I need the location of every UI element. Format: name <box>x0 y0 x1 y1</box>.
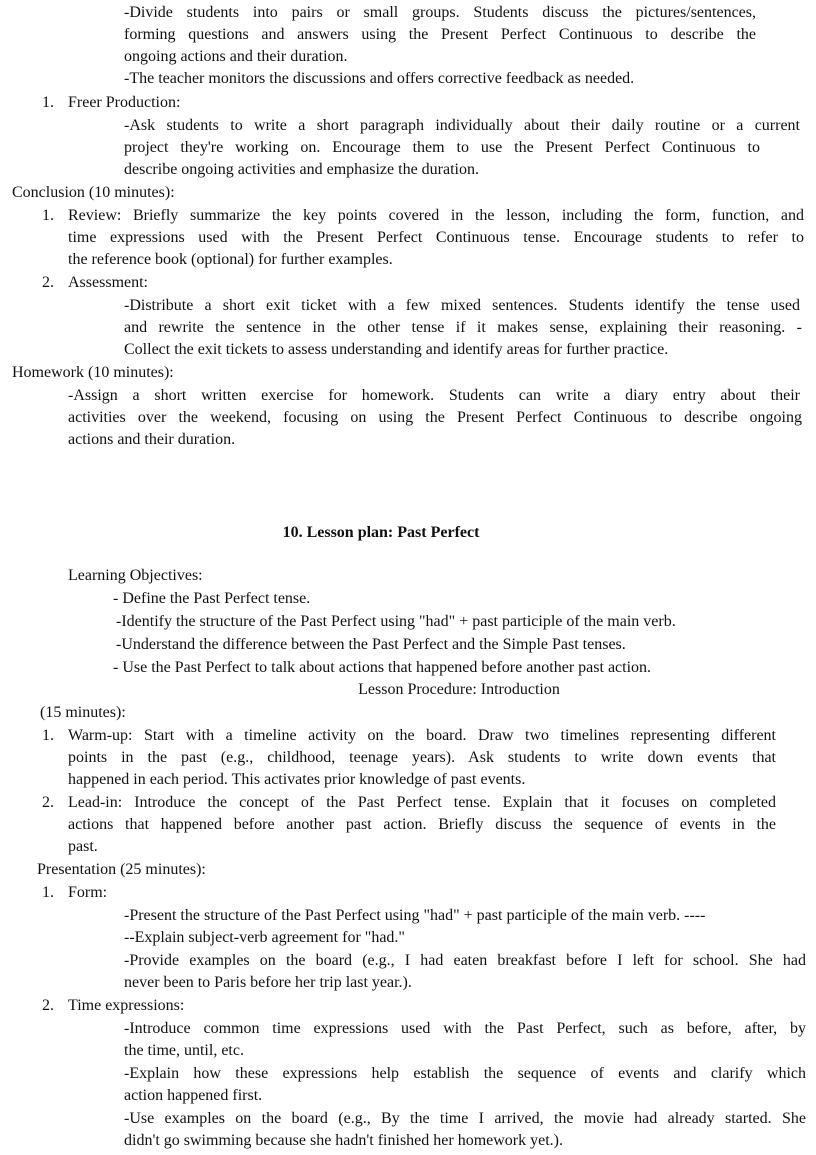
text-line: Collect the exit tickets to assess understanding and identify areas for further practice. <box>124 341 669 358</box>
text-line: project they're working on. Encourage them to use the Present Perfect Continuous to <box>124 139 760 156</box>
text-line: -Divide students into pairs or small groups. Students discuss the pictures/sentences, <box>124 4 756 21</box>
text-line: happened in each period. This activates prior knowledge of past events. <box>68 771 526 788</box>
list-number: 1. <box>42 94 54 111</box>
text-line: -Ask students to write a short paragraph individually about their daily routine or a current <box>124 117 800 134</box>
text-line: -Introduce common time expressions used with the Past Perfect, such as before, after, by <box>124 1020 806 1037</box>
text-line: Warm-up: Start with a timeline activity on the board. Draw two timelines representing different <box>68 727 776 744</box>
text-line: -Provide examples on the board (e.g., I had eaten breakfast before I left for school. She had <box>124 952 806 969</box>
text-line: the time, until, etc. <box>124 1042 244 1059</box>
list-number: 1. <box>42 207 54 224</box>
text-line: Lead-in: Introduce the concept of the Past Perfect tense. Explain that it focuses on completed <box>68 794 776 811</box>
objective-item: -Identify the structure of the Past Perfect using "had" + past participle of the main verb. <box>116 613 676 630</box>
list-item-title: Form: <box>68 884 108 901</box>
list-item-title: Freer Production: <box>68 94 181 111</box>
text-line: --Explain subject-verb agreement for "had." <box>124 929 405 946</box>
list-number: 1. <box>42 727 54 744</box>
text-line: -Use examples on the board (e.g., By the time I arrived, the movie had already started. She <box>124 1110 806 1127</box>
objective-item: - Define the Past Perfect tense. <box>113 590 311 607</box>
text-line: -The teacher monitors the discussions and offers corrective feedback as needed. <box>124 70 635 87</box>
text-line: forming questions and answers using the Present Perfect Continuous to describe the <box>124 26 756 43</box>
text-line: ongoing actions and their duration. <box>124 48 348 65</box>
list-item-title: Assessment: <box>68 274 148 291</box>
text-line: and rewrite the sentence in the other tense if it makes sense, explaining their reasoning. - <box>124 319 802 336</box>
lesson-title: 10. Lesson plan: Past Perfect <box>282 524 480 541</box>
list-number: 2. <box>42 997 54 1014</box>
list-item-title: Time expressions: <box>68 997 185 1014</box>
text-line: actions that happened before another past action. Briefly discuss the sequence of events in the <box>68 816 776 833</box>
text-line: Review: Briefly summarize the key points covered in the lesson, including the form, function, and <box>68 207 804 224</box>
text-line: describe ongoing activities and emphasize the duration. <box>124 161 479 178</box>
list-number: 1. <box>42 884 54 901</box>
text-line: -Assign a short written exercise for homework. Students can write a diary entry about their <box>68 387 800 404</box>
text-line: -Explain how these expressions help establish the sequence of events and clarify which <box>124 1065 806 1082</box>
text-line: didn't go swimming because she hadn't finished her homework yet.). <box>124 1132 564 1149</box>
text-line: never been to Paris before her trip last year.). <box>124 974 412 991</box>
section-heading: Homework (10 minutes): <box>12 364 174 381</box>
text-line: activities over the weekend, focusing on using the Present Perfect Continuous to describe ongoing <box>68 409 802 426</box>
section-heading: (15 minutes): <box>40 704 126 721</box>
objective-item: -Understand the difference between the Past Perfect and the Simple Past tenses. <box>116 636 626 653</box>
text-line: time expressions used with the Present Perfect Continuous tense. Encourage students to refer to <box>68 229 804 246</box>
procedure-heading: Lesson Procedure: Introduction <box>358 681 560 698</box>
text-line: actions and their duration. <box>68 431 236 448</box>
section-heading: Presentation (25 minutes): <box>37 861 206 878</box>
objective-item: - Use the Past Perfect to talk about actions that happened before another past action. <box>113 659 652 676</box>
text-line: -Distribute a short exit ticket with a few mixed sentences. Students identify the tense used <box>124 297 800 314</box>
text-line: the reference book (optional) for further examples. <box>68 251 393 268</box>
objectives-heading: Learning Objectives: <box>68 567 203 584</box>
list-number: 2. <box>42 274 54 291</box>
section-heading: Conclusion (10 minutes): <box>12 184 175 201</box>
text-line: action happened first. <box>124 1087 263 1104</box>
text-line: -Present the structure of the Past Perfect using "had" + past participle of the main verb. ---- <box>124 907 706 924</box>
list-number: 2. <box>42 794 54 811</box>
text-line: points in the past (e.g., childhood, teenage years). Ask students to write down events that <box>68 749 776 766</box>
text-line: past. <box>68 838 98 855</box>
